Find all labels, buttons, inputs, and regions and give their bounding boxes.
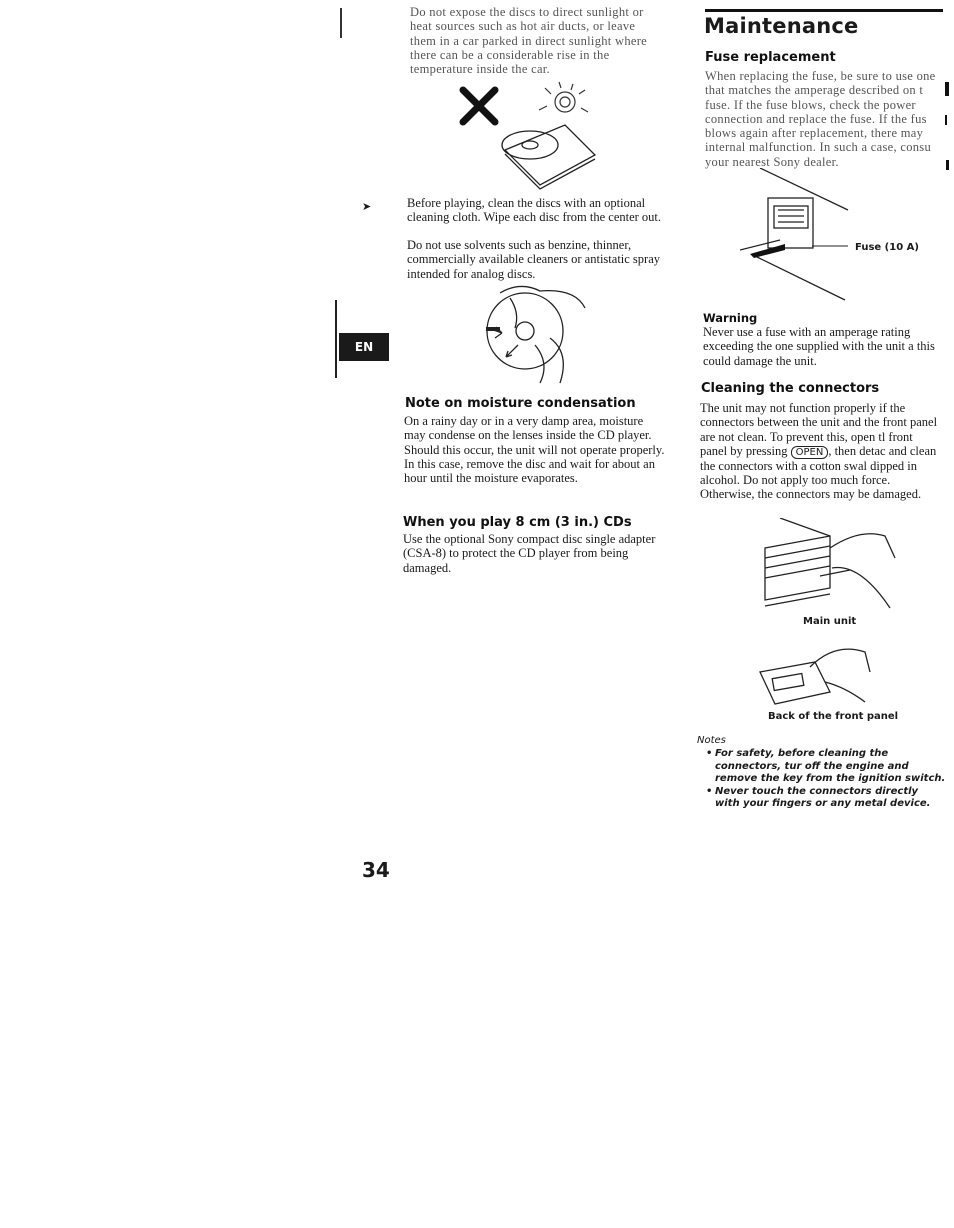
connectors-text-after: , then detac and clean the connectors with a cotton swal dipped in alcohol. Do not apply too much force. Otherwise, the connectors may be damaged. bbox=[700, 443, 937, 502]
solvent-warning-text: Do not use solvents such as benzine, thinner, commercially available cleaners or antistatic spray intended for analog discs. bbox=[407, 238, 661, 281]
sun-icon bbox=[539, 82, 588, 112]
moisture-heading: Note on moisture condensation bbox=[405, 396, 636, 411]
main-unit-illustration bbox=[760, 518, 900, 613]
disc-cleaning-text: Before playing, clean the discs with an optional cleaning cloth. Wipe each disc from the center out. bbox=[407, 196, 662, 225]
disc-sunlight-illustration bbox=[455, 80, 615, 190]
main-unit-caption: Main unit bbox=[803, 616, 857, 627]
bullet-arrow: ➤ bbox=[362, 201, 372, 213]
fuse-text: When replacing the fuse, be sure to use one that matches the amperage described on t fuse. If the fuse blows, check the power connection and replace the fuse. If the fus blows again after replacement, there may internal malfunction. In such a case, consu your nearest Sony dealer. bbox=[705, 69, 936, 169]
language-tab: EN bbox=[339, 333, 389, 361]
fuse-illustration bbox=[740, 168, 850, 303]
connectors-heading: Cleaning the connectors bbox=[701, 381, 880, 396]
page-number: 34 bbox=[362, 858, 390, 882]
cd8-text: Use the optional Sony compact disc single adapter (CSA-8) to protect the CD player from being damaged. bbox=[403, 532, 656, 575]
edge-mark bbox=[945, 115, 947, 125]
disc-wiping-illustration bbox=[480, 283, 590, 388]
connectors-text bbox=[700, 401, 942, 502]
notes-heading: Notes bbox=[697, 735, 726, 746]
fuse-caption: Fuse (10 A) bbox=[855, 242, 919, 253]
connectors-text-before: The unit may not function properly if the connectors between the unit and the front panel are not clean. To prevent this, open tl front panel by pressing bbox=[700, 401, 938, 458]
disc-stack-icon bbox=[502, 125, 595, 189]
margin-rule bbox=[335, 300, 337, 378]
open-button-label: OPEN bbox=[791, 446, 829, 459]
fuse-heading: Fuse replacement bbox=[705, 50, 836, 65]
title-rule bbox=[705, 9, 943, 12]
front-panel-caption: Back of the front panel bbox=[768, 711, 899, 722]
front-panel-illustration bbox=[755, 642, 875, 707]
page-title: Maintenance bbox=[704, 14, 859, 38]
note-item: • For safety, before cleaning the connectors, tur off the engine and remove the key from the ignition switch. bbox=[715, 748, 946, 786]
moisture-text: On a rainy day or in a very damp area, moisture may condense on the lenses inside the CD player. Should this occur, the unit will not operate properly. In this case, remove the disc and wait for about an hour until the moisture evaporates. bbox=[404, 414, 665, 486]
notes-list bbox=[706, 748, 946, 811]
warning-heading: Warning bbox=[703, 311, 758, 325]
warning-text: Never use a fuse with an amperage rating exceeding the one supplied with the unit a this could damage the unit. bbox=[703, 325, 935, 368]
edge-mark bbox=[946, 160, 949, 170]
prohibited-x-icon bbox=[463, 90, 495, 122]
cd8-heading: When you play 8 cm (3 in.) CDs bbox=[403, 515, 632, 530]
margin-mark bbox=[340, 8, 342, 38]
sunlight-warning-text: Do not expose the discs to direct sunlight or heat sources such as hot air ducts, or leave them in a car parked in direct sunlight where there can be a considerable rise in the temperature inside the car. bbox=[410, 5, 648, 77]
edge-mark bbox=[945, 82, 949, 96]
note-item: • Never touch the connectors directly with your fingers or any metal device. bbox=[715, 786, 946, 811]
